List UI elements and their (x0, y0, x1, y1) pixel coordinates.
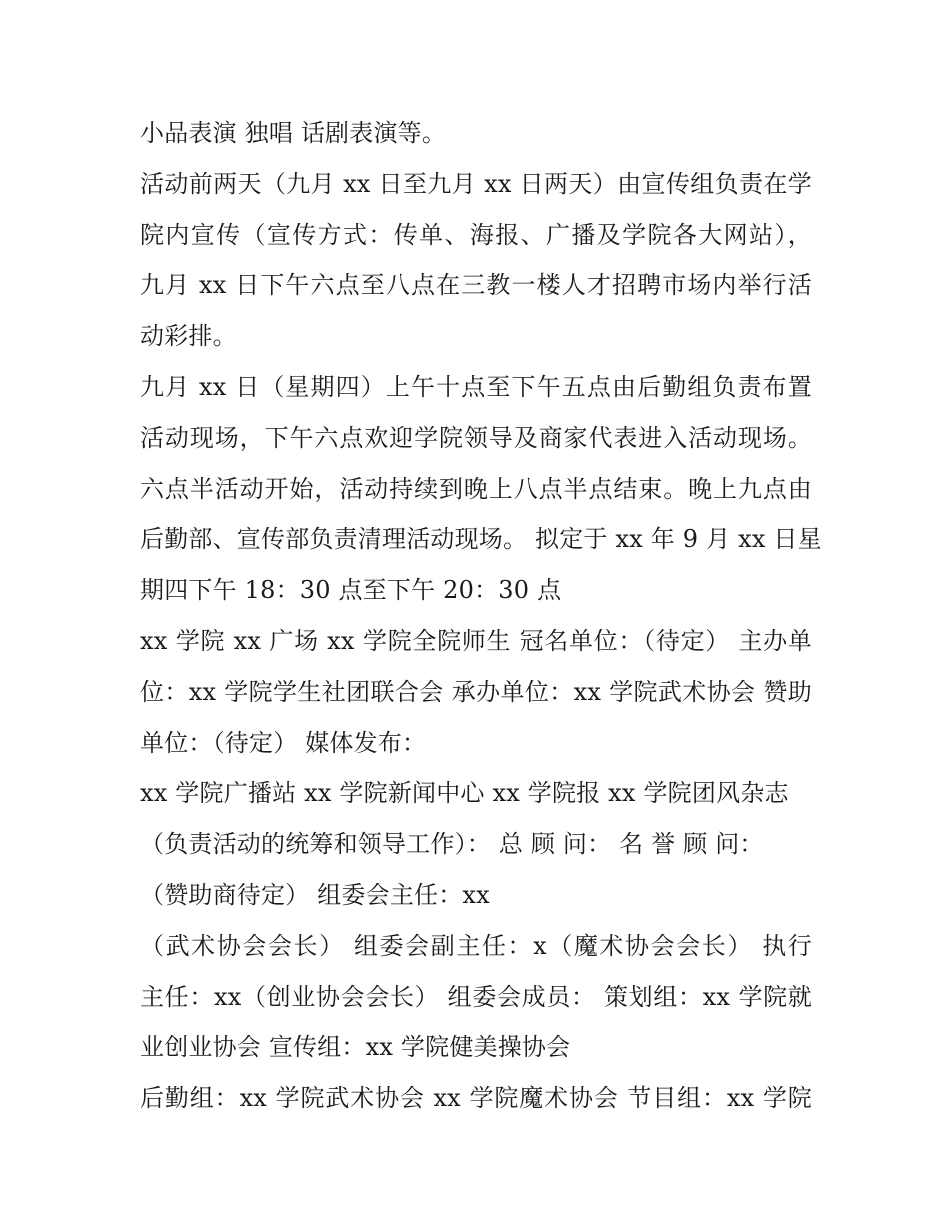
text-line: 院内宣传（宣传方式：传单、海报、广播及学院各大网站）， (140, 220, 812, 249)
text-line: 业创业协会 宣传组：xx 学院健美操协会 (140, 1033, 571, 1062)
text-line: 小品表演 独唱 话剧表演等。 (140, 119, 447, 147)
text-line: xx 学院 xx 广场 xx 学院全院师生 冠名单位：（待定） 主办单 (140, 626, 812, 655)
text-line: （武术协会会长） 组委会副主任：x（魔术协会会长） 执行 (140, 931, 812, 960)
text-line: 活动现场，下午六点欢迎学院领导及商家代表进入活动现场。 (140, 423, 812, 452)
text-line: （负责活动的统筹和领导工作）： 总 顾 问： 名 誉 顾 问： (140, 830, 764, 859)
text-line: 单位：（待定） 媒体发布： (140, 728, 427, 757)
text-line: 位：xx 学院学生社团联合会 承办单位：xx 学院武术协会 赞助 (140, 677, 812, 706)
text-line: 九月 xx 日下午六点至八点在三教一楼人才招聘市场内举行活 (140, 271, 812, 300)
text-line: 后勤部、宣传部负责清理活动现场。 拟定于 xx 年 9 月 xx 日星 (140, 525, 822, 554)
text-line: 活动前两天（九月 xx 日至九月 xx 日两天）由宣传组负责在学 (140, 169, 812, 198)
text-line: 期四下午 18：30 点至下午 20：30 点 (140, 576, 562, 605)
text-line: 后勤组：xx 学院武术协会 xx 学院魔术协会 节目组：xx 学院 (140, 1084, 812, 1113)
text-line: 主任：xx（创业协会会长） 组委会成员： 策划组：xx 学院就 (140, 982, 812, 1011)
text-line: 动彩排。 (140, 322, 237, 351)
text-line: 九月 xx 日（星期四）上午十点至下午五点由后勤组负责布置 (140, 372, 812, 401)
text-line: 六点半活动开始，活动持续到晚上八点半点结束。晚上九点由 (140, 474, 812, 503)
body-text (140, 108, 830, 1124)
text-line: （赞助商待定） 组委会主任：xx (140, 880, 490, 909)
text-line: xx 学院广播站 xx 学院新闻中心 xx 学院报 xx 学院团风杂志 (140, 779, 789, 808)
